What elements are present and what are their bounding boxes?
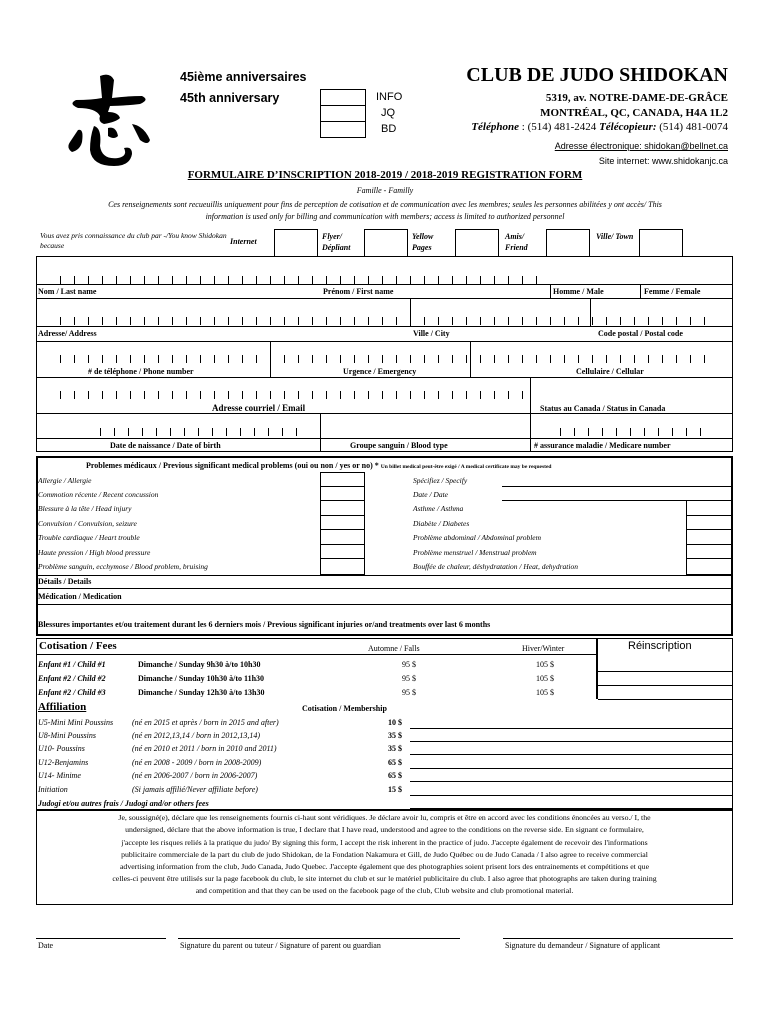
aff-init-cat: Initiation <box>38 785 68 794</box>
medical-section <box>36 456 733 636</box>
applicant-signature-line[interactable] <box>503 938 733 939</box>
aff-u12-cat: U12-Benjamins <box>38 758 89 767</box>
fax-label: Télécopieur: <box>599 121 657 133</box>
field-cellular[interactable]: Cellulaire / Cellular <box>576 367 644 376</box>
fee-child2-winter[interactable]: 105 $ <box>536 674 554 683</box>
affiliation-heading: Affiliation <box>38 701 87 713</box>
field-male[interactable]: Homme / Male <box>553 287 604 296</box>
declaration-line-3: j'accepte les risques reliés à la pratique du judo/ By signing this form, I accept the risk inherent in the practice of judo. J'accepte également de recevoir des l'informations <box>121 838 648 847</box>
fax-value: (514) 481-0074 <box>659 121 728 133</box>
fee-child2-fall[interactable]: 95 $ <box>402 674 416 683</box>
fee-child3-fall[interactable]: 95 $ <box>402 688 416 697</box>
aff-u14-line[interactable] <box>410 781 733 782</box>
aff-init-desc: (Si jamais affilié/Never affiliate before) <box>132 785 258 794</box>
date-signature-line[interactable] <box>36 938 166 939</box>
fees-col-winter: Hiver/Winter <box>522 644 565 653</box>
source-yellowpages-box[interactable] <box>455 229 499 257</box>
field-emergency[interactable]: Urgence / Emergency <box>343 367 417 376</box>
field-lastname[interactable]: Nom / Last name <box>38 287 97 296</box>
status-box-bd[interactable] <box>320 121 366 138</box>
field-female[interactable]: Femme / Female <box>644 287 701 296</box>
fee-child1-schedule: Dimanche / Sunday 9h30 à/to 10h30 <box>138 660 261 669</box>
club-name: CLUB DE JUDO SHIDOKAN <box>466 64 728 86</box>
anniversary-fr: 45ième anniversaires <box>180 70 307 84</box>
declaration-line-5: advertising information from the club, Judo Canada, Judo Quebec. J'accepte également que des photographies soient prisent lors des entrainements et compétitions et que <box>119 862 650 871</box>
med-allergy: Allergie / Allergie <box>38 476 92 485</box>
dob-ticks <box>100 428 300 436</box>
fees-col-fall: Automne / Falls <box>368 644 420 653</box>
fee-child3-label: Enfant #2 / Child #3 <box>38 688 106 697</box>
aff-u8-amount[interactable]: 35 $ <box>388 731 402 740</box>
med-specify-line[interactable] <box>502 486 732 487</box>
declaration-line-2: undersigned, déclare that the above information is true, I declare that I have read, understood and agree to the conditions on the reverse side. En signant ce formulaire, <box>125 825 644 834</box>
med-date: Date / Date <box>413 490 448 499</box>
field-dob[interactable]: Date de naissance / Date of birth <box>110 441 221 450</box>
aff-u5-amount[interactable]: 10 $ <box>388 718 402 727</box>
aff-init-amount[interactable]: 15 $ <box>388 785 402 794</box>
source-internet-box[interactable] <box>274 229 318 257</box>
field-address[interactable]: Adresse/ Address <box>38 329 97 338</box>
fees-heading: Cotisation / Fees <box>39 640 117 652</box>
aff-u10-cat: U10- Poussins <box>38 744 85 753</box>
fee-child3-winter[interactable]: 105 $ <box>536 688 554 697</box>
phone-label: Téléphone <box>471 121 519 133</box>
med-diabetes: Diabète / Diabetes <box>413 519 470 528</box>
field-phone[interactable]: # de téléphone / Phone number <box>88 367 194 376</box>
aff-u12-line[interactable] <box>410 768 733 769</box>
med-specify: Spécifiez / Specify <box>413 476 468 485</box>
medical-heading <box>86 461 551 470</box>
source-yellowpages-label: Yellow Pages <box>412 232 434 252</box>
field-email[interactable]: Adresse courriel / Email <box>212 403 306 413</box>
source-internet-label: Internet <box>230 237 257 246</box>
club-logo <box>58 66 158 176</box>
aff-u8-line[interactable] <box>410 741 733 742</box>
med-blood-problem: Problème sanguin, ecchymose / Blood problem, bruising <box>38 562 208 571</box>
fee-child3-schedule: Dimanche / Sunday 12h30 à/to 13h30 <box>138 688 265 697</box>
medical-note: Un billet medical peut-être exigé / A medical certificate may be requested <box>380 464 552 470</box>
applicant-signature-label: Signature du demandeur / Signature of applicant <box>505 941 661 950</box>
aff-u10-amount[interactable]: 35 $ <box>388 744 402 753</box>
field-postal[interactable]: Code postal / Postal code <box>598 329 683 338</box>
source-friend-label: Amis/ Friend <box>505 232 528 252</box>
med-left-checkbox-column[interactable] <box>320 472 365 575</box>
med-medication[interactable]: Médication / Medication <box>38 592 122 601</box>
med-abdominal: Problème abdominal / Abdominal problem <box>413 533 542 542</box>
med-seizure: Convulsion / Convulsion, seizure <box>38 519 137 528</box>
med-heart: Trouble cardiaque / Heart trouble <box>38 533 140 542</box>
aff-u10-desc: (né en 2010 et 2011 / born in 2010 and 2011) <box>132 744 277 753</box>
source-friend-box[interactable] <box>546 229 590 257</box>
fee-child1-label: Enfant #1 / Child #1 <box>38 660 106 669</box>
med-heat: Bouffée de chaleur, déshydratation / Heat, dehydration <box>413 562 578 571</box>
field-blood[interactable]: Groupe sanguin / Blood type <box>350 441 448 450</box>
declaration-line-1: Je, soussigné(e), déclare que les renseignements fournis ci-haut sont véridiques. Je déclare avoir lu, compris et être en accord avec les conditions énoncées au verso./ I, the <box>118 813 651 822</box>
med-menstrual: Problème menstruel / Menstrual problem <box>413 548 537 557</box>
aff-u12-amount[interactable]: 65 $ <box>388 758 402 767</box>
med-injuries[interactable]: Blessures importantes et/ou traitement durant les 6 derniers mois / Previous significant injuries or/and treatments over last 6 months <box>38 620 491 629</box>
status-label-jq: JQ <box>381 107 396 119</box>
med-blood-pressure: Haute pression / High blood pressure <box>38 548 151 557</box>
fee-child2-label: Enfant #2 / Child #2 <box>38 674 106 683</box>
form-subtitle: Famille - Familly <box>356 186 414 195</box>
privacy-notice-2: information is used only for billing and communication with members; access is limited to authorized personnel <box>205 212 565 221</box>
source-town-box[interactable] <box>639 229 683 257</box>
aff-judogi-line[interactable] <box>410 808 733 809</box>
fee-child1-winter[interactable]: 105 $ <box>536 660 554 669</box>
aff-u14-cat: U14- Minime <box>38 771 81 780</box>
aff-u8-cat: U8-Mini Poussins <box>38 731 96 740</box>
field-firstname[interactable]: Prénom / First name <box>323 287 394 296</box>
status-label-bd: BD <box>381 123 397 135</box>
med-head-injury: Blessure à la tête / Head injury <box>38 504 132 513</box>
aff-u5-desc: (né en 2015 et après / born in 2015 and after) <box>132 718 279 727</box>
email-link[interactable]: Adresse électronique: shidokan@bellnet.ca <box>554 141 728 151</box>
website-line: Site internet: www.shidokanjc.ca <box>598 156 728 166</box>
medicare-ticks <box>560 428 710 436</box>
aff-u14-amount[interactable]: 65 $ <box>388 771 402 780</box>
privacy-notice-1: Ces renseignements sont recueuillis uniquement pour fins de perception de cotisation et de communication avec les membres; seules les personnes abilitées y ont accès/ This <box>108 200 662 209</box>
source-flyer-box[interactable] <box>364 229 408 257</box>
affiliation-col-membership: Cotisation / Membership <box>302 704 387 713</box>
fee-child1-fall[interactable]: 95 $ <box>402 660 416 669</box>
date-label: Date <box>38 941 54 950</box>
status-box-info[interactable] <box>320 89 366 106</box>
anniversary-en: 45th anniversary <box>180 91 280 105</box>
med-asthma: Asthme / Asthma <box>413 504 464 513</box>
email-ticks <box>60 391 530 399</box>
name-ticks <box>60 276 550 284</box>
aff-judogi: Judogi et/ou autres frais / Judogi and/or others fees <box>38 799 209 808</box>
fee-child1-reinscription[interactable] <box>598 671 733 672</box>
club-address-2: MONTRÉAL, QC, CANADA, H4A 1L2 <box>540 107 728 119</box>
fee-child3-reinscription[interactable] <box>598 699 733 700</box>
declaration-line-7: and competition and that they can be used on the facebook page of the club, Club website and club promotional material. <box>195 886 574 895</box>
address-ticks <box>60 317 710 325</box>
field-status[interactable]: Status au Canada / Status in Canada <box>540 404 666 413</box>
field-city[interactable]: Ville / City <box>413 329 450 338</box>
aff-u5-line[interactable] <box>410 728 733 729</box>
identity-grid <box>36 256 733 452</box>
status-box-jq[interactable] <box>320 105 366 122</box>
aff-init-line[interactable] <box>410 795 733 796</box>
source-question: Vous avez pris connaissance du club par -/You know Shidokan because <box>40 231 227 250</box>
field-medicare[interactable]: # assurance maladie / Medicare number <box>534 441 671 450</box>
declaration-line-6: celles-ci peuvent être utilisés sur la page facebook du club, le site internet du club et sur le matériel publicitaire du club. I also agree that photographs are taken during training <box>112 874 657 883</box>
medical-heading-text: Problemes médicaux / Previous significant medical problems (oui ou non / yes or no) * <box>86 461 379 470</box>
aff-u12-desc: (né en 2008 - 2009 / born in 2008-2009) <box>132 758 262 767</box>
aff-u5-cat: U5-Mini Mini Poussins <box>38 718 114 727</box>
parent-signature-label: Signature du parent ou tuteur / Signature of parent ou guardian <box>180 941 381 950</box>
club-phone-line: Téléphone : (514) 481-2424 Télécopieur: (514) 481-0074 <box>471 121 728 133</box>
club-address-1: 5319, av. NOTRE-DAME-DE-GRÂCE <box>545 92 728 104</box>
form-title: FORMULAIRE D’INSCRIPTION 2018-2019 / 2018-2019 REGISTRATION FORM <box>187 169 583 181</box>
source-town-label: Ville/ Town <box>596 232 634 241</box>
phone-ticks <box>60 355 710 363</box>
aff-u14-desc: (né en 2006-2007 / born in 2006-2007) <box>132 771 258 780</box>
aff-u8-desc: (né en 2012,13,14 / born in 2012,13,14) <box>132 731 260 740</box>
declaration-line-4: publicitaire commerciale de la part du club de judo Shidokan, de la Fondation Nakamura et Gill, de Judo Québec ou de Judo Canada / I also agree to receive commercial <box>121 850 648 859</box>
parent-signature-line[interactable] <box>178 938 460 939</box>
fee-child2-reinscription[interactable] <box>598 685 733 686</box>
aff-u10-line[interactable] <box>410 754 733 755</box>
source-flyer-label: Flyer/ Dépliant <box>322 232 351 252</box>
fee-child2-schedule: Dimanche / Sunday 10h30 à/to 11h30 <box>138 674 265 683</box>
med-details[interactable]: Détails / Details <box>38 577 92 586</box>
med-right-checkbox-column[interactable] <box>686 500 732 575</box>
med-concussion: Commotion récente / Recent concussion <box>38 490 159 499</box>
phone-value: (514) 481-2424 <box>527 121 597 133</box>
status-label-info: INFO <box>376 91 403 103</box>
fees-col-reinscription: Réinscription <box>628 640 692 652</box>
